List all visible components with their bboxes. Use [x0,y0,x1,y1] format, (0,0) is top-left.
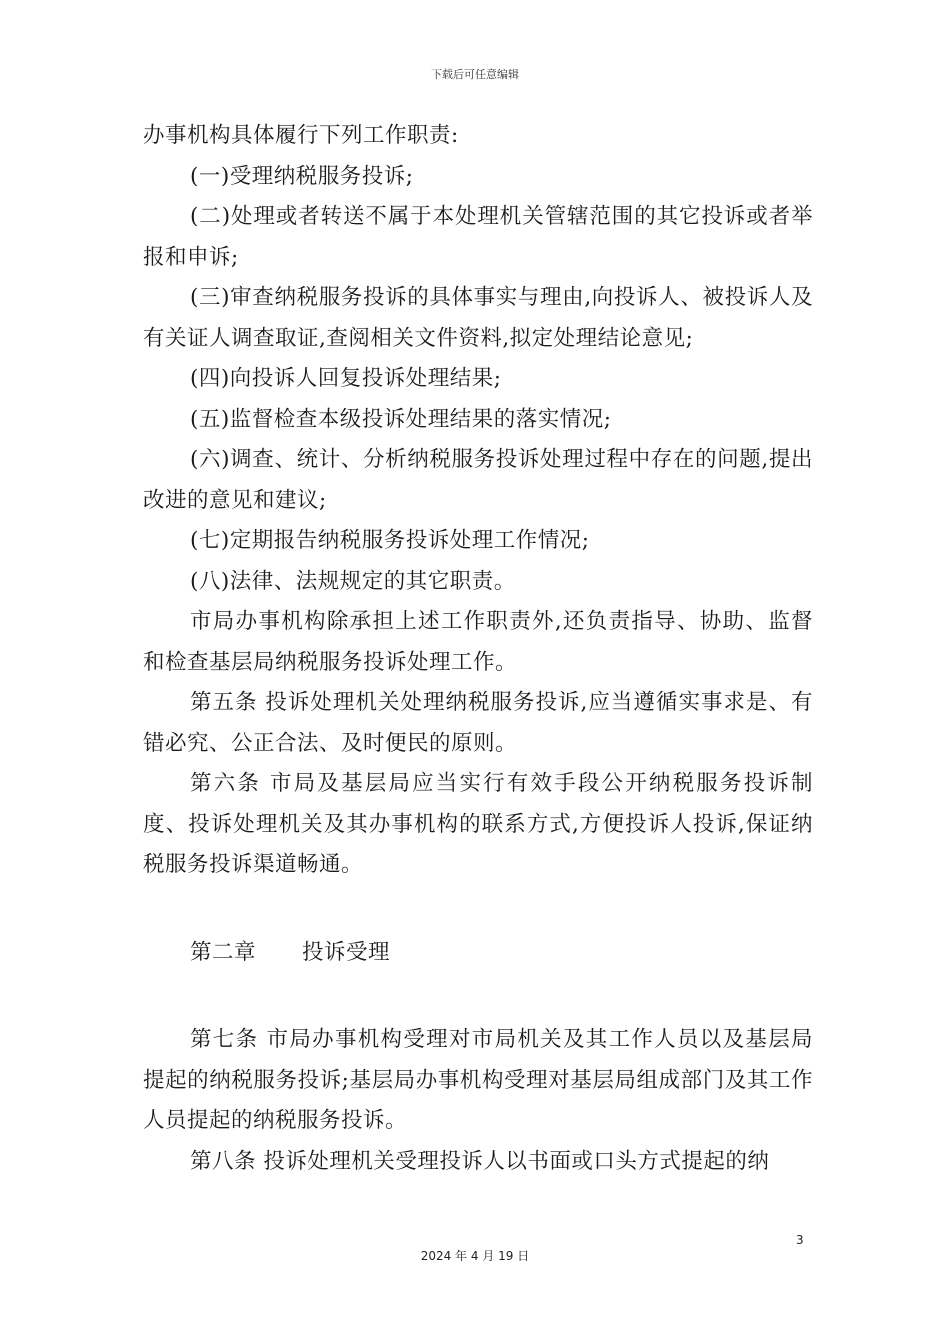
page-footer-date: 2024 年 4 月 19 日 [420,1249,530,1263]
chapter-number: 第二章 [190,939,257,965]
chapter-title: 投诉受理 [302,939,391,965]
paragraph-article-6: 第六条 市局及基层局应当实行有效手段公开纳税服务投诉制度、投诉处理机关及其办事机构的联系方式,方便投诉人投诉,保证纳税服务投诉渠道畅通。 [143,771,813,877]
paragraph-item-2: (二)处理或者转送不属于本处理机关管辖范围的其它投诉或者举报和申诉; [143,204,813,270]
paragraph-city-bureau: 市局办事机构除承担上述工作职责外,还负责指导、协助、监督和检查基层局纳税服务投诉处理工作。 [143,609,813,675]
paragraph-item-4: (四)向投诉人回复投诉处理结果; [190,366,502,391]
paragraph-item-7: (七)定期报告纳税服务投诉处理工作情况; [190,528,590,553]
paragraph-article-7: 第七条 市局办事机构受理对市局机关及其工作人员以及基层局提起的纳税服务投诉;基层局办事机构受理对基层局组成部门及其工作人员提起的纳税服务投诉。 [143,1027,813,1133]
paragraph-item-1: (一)受理纳税服务投诉; [190,163,414,189]
page-header: 下载后可任意编辑 [431,68,519,81]
paragraph-article-8: 第八条 投诉处理机关受理投诉人以书面或口头方式提起的纳 [190,1148,770,1174]
paragraph-item-3: (三)审查纳税服务投诉的具体事实与理由,向投诉人、被投诉人及有关证人调查取证,查阅相关文件资料,拟定处理结论意见; [143,285,813,351]
document-body [143,116,813,1182]
paragraph-item-8: (八)法律、法规规定的其它职责。 [190,568,516,594]
paragraph-duties-intro: 办事机构具体履行下列工作职责: [143,123,459,148]
paragraph-item-6: (六)调查、统计、分析纳税服务投诉处理过程中存在的问题,提出改进的意见和建议; [143,447,813,513]
chapter-heading [143,886,813,1021]
paragraph-item-5: (五)监督检查本级投诉处理结果的落实情况; [190,406,612,432]
page-number: 3 [796,1233,804,1247]
paragraph-article-5: 第五条 投诉处理机关处理纳税服务投诉,应当遵循实事求是、有错必究、公正合法、及时便民的原则。 [143,690,813,756]
